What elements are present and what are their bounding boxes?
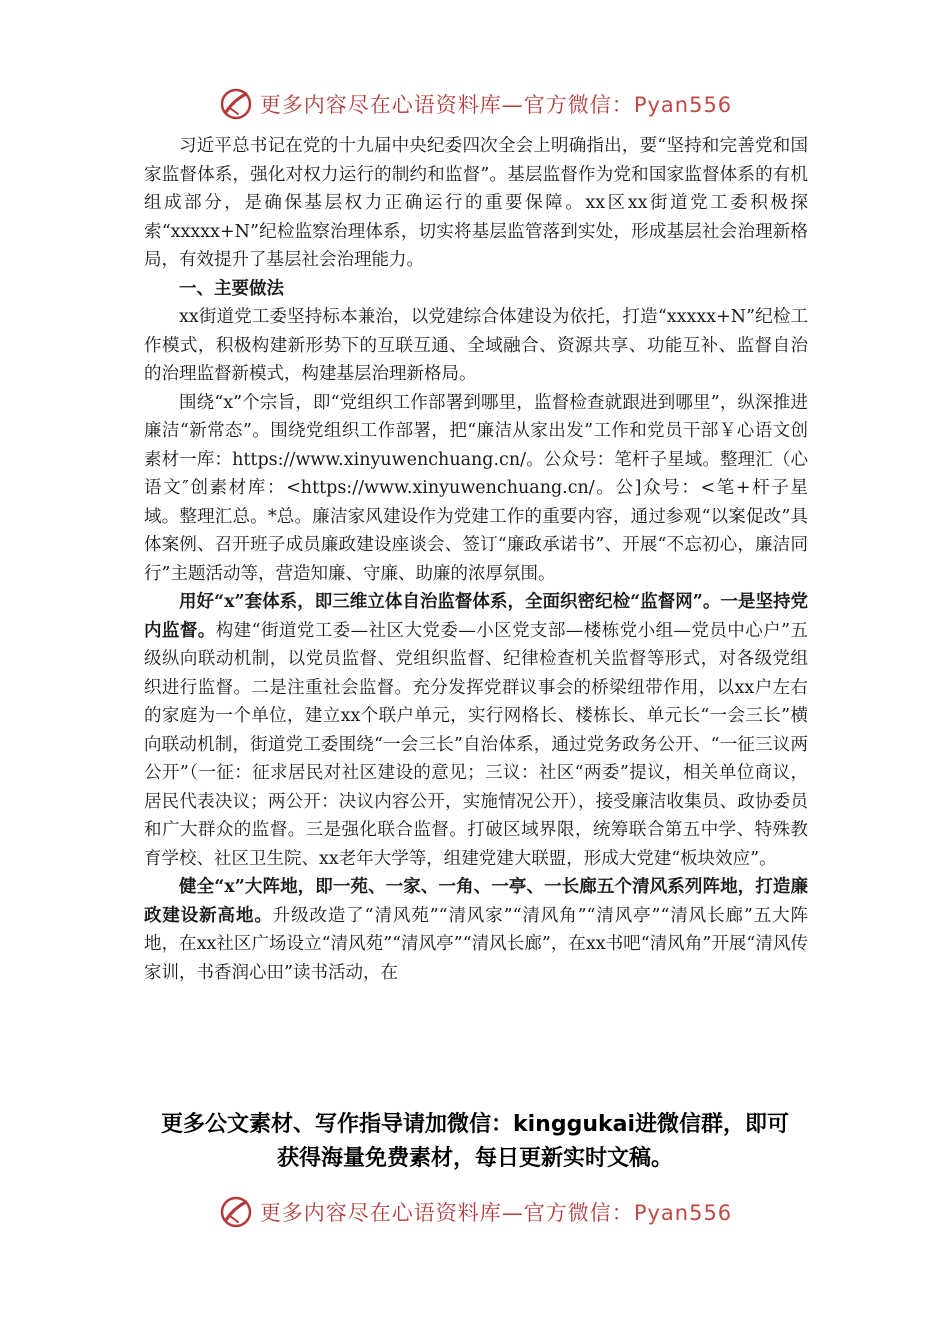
banner-wechat-id: Pyan556 bbox=[633, 93, 733, 117]
section-heading: 一、主要做法 bbox=[179, 278, 284, 299]
paragraph-system-lead: 用好“x”套体系，即三维立体自治监督体系，全面织密纪检“监督网”。一是坚持党内监督。 bbox=[144, 592, 808, 641]
calligraphy-brush-icon bbox=[218, 1194, 254, 1230]
footer-banner bbox=[0, 1192, 950, 1232]
promo-line-1: 更多公文素材、写作指导请加微信：kinggukai进微信群，即可 bbox=[160, 1112, 789, 1137]
banner-text: 更多内容尽在心语资料库—官方微信：Pyan556 bbox=[259, 93, 733, 117]
calligraphy-brush-icon bbox=[218, 86, 254, 122]
paragraph-purpose: 围绕“x”个宗旨，即“党组织工作部署到哪里，监督检查就跟进到哪里”，纵深推进廉洁“新常态”。围绕党组织工作部署，把“廉洁从家出发”工作和党员干部￥心语文创素材一库：https://www.xinyuwenchuang.cn/。公众号：笔杆子星域。整理汇（心语文″创素材库：<https://www.xinyuwenchuang.cn/。公]众号：<笔+杆子星域。整理汇总。*总。廉洁家风建设作为党建工作的重要内容，通过参观“以案促改”具体案例、召开班子成员廉政建设座谈会、签订“廉政承诺书”、开展“不忘初心，廉洁同行”主题活动等，营造知廉、守廉、助廉的浓厚氛围。 bbox=[144, 392, 808, 584]
paragraph-positions-lead: 健全“x”大阵地，即一苑、一家、一角、一亭、一长廊五个清风系列阵地，打造廉政建设新高地。 bbox=[144, 877, 808, 926]
document-body bbox=[144, 132, 808, 987]
paragraph-positions bbox=[144, 873, 808, 987]
paragraph-system-body: 构建“街道党工委—社区大党委—小区党支部—楼栋党小组—党员中心户”五级纵向联动机制，以党员监督、党组织监督、纪律检查机关监督等形式，对各级党组织进行监督。二是注重社会监督。充分发挥党群议事会的桥梁纽带作用，以xx户左右的家庭为一个单位，建立xx个联户单元，实行网格长、楼栋长、单元长“一会三长”横向联动机制，街道党工委围绕“一会三长”自治体系，通过党务政务公开、“一征三议两公开”（一征：征求居民对社区建设的意见；三议：社区“两委”提议，相关单位商议，居民代表决议；两公开：决议内容公开，实施情况公开），接受廉洁收集员、政协委员和广大群众的监督。三是强化联合监督。打破区域界限，统筹联合第五中学、特殊教育学校、社区卫生院、xx老年大学等，组建党建大联盟，形成大党建“板块效应”。 bbox=[144, 620, 808, 869]
promo-notice bbox=[0, 1108, 950, 1176]
paragraph-system bbox=[144, 588, 808, 873]
paragraph-intro: 习近平总书记在党的十九届中央纪委四次全会上明确指出，要“坚持和完善党和国家监督体系，强化对权力运行的制约和监督”。基层监督作为党和国家监督体系的有机组成部分，是确保基层权力正确运行的重要保障。xx区xx街道党工委积极探索“xxxxx+N”纪检监察治理体系，切实将基层监管落到实处，形成基层社会治理新格局，有效提升了基层社会治理能力。 bbox=[144, 136, 808, 270]
promo-line-2: 获得海量免费素材，每日更新实时文稿。 bbox=[276, 1146, 673, 1171]
paragraph-approach: xx街道党工委坚持标本兼治，以党建综合体建设为依托，打造“xxxxx+N”纪检工作模式，积极构建新形势下的互联互通、全域融合、资源共享、功能互补、监督自治的治理监督新模式，构建基层治理新格局。 bbox=[144, 307, 808, 384]
banner-wechat-id: Pyan556 bbox=[633, 1201, 733, 1225]
banner-text: 更多内容尽在心语资料库—官方微信：Pyan556 bbox=[259, 1201, 733, 1225]
header-banner bbox=[0, 84, 950, 124]
paragraph-positions-body: 升级改造了“清风苑”“清风家”“清风角”“清风亭”“清风长廊”五大阵地，在xx社区广场设立“清风苑”“清风亭”“清风长廊”，在xx书吧“清风角”开展“清风传家训，书香润心田”读书活动，在 bbox=[144, 905, 809, 983]
